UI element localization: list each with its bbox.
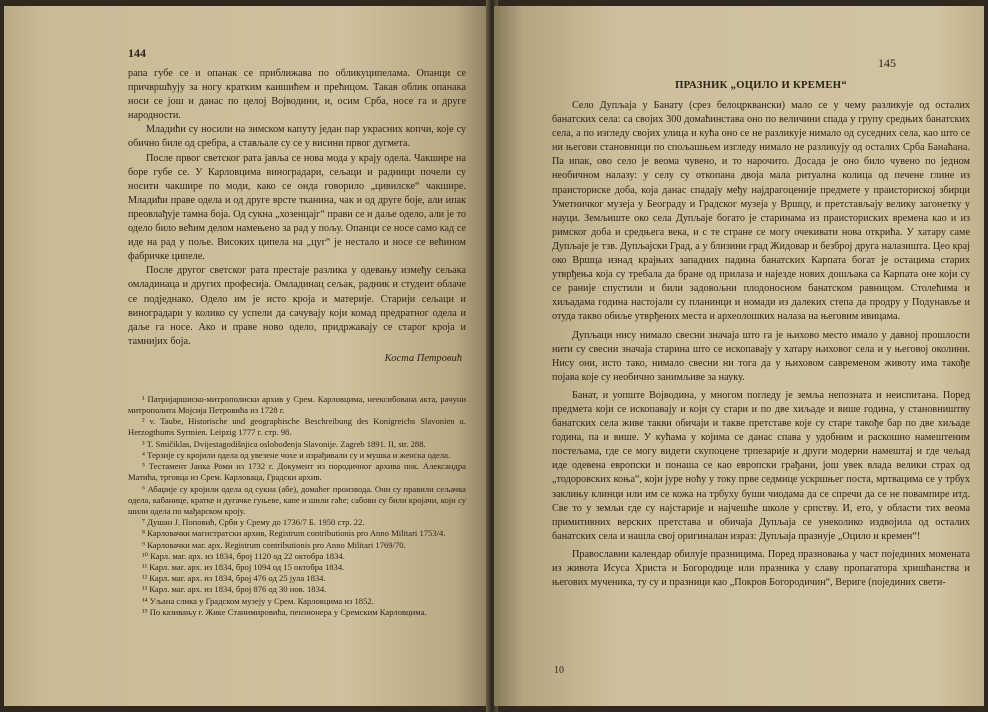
right-paragraph: Православни календар обилује празницима. Поред празновања у част појединих момената из живота Исуса Христа и Богородице или празника у славу пропагатора хришћанства и његових мученика, ту су и празници као „Покров Богородичин“, Вериге (појединих свети- [552, 548, 970, 589]
left-paragraph: рапа губе се и опанак се приближава по обликуципелама. Опанци се причвршћују за ногу кратким каишићем и прећицом. Такав облик опанака носи се још и данас по целој Војводини, и, осим Срба, носе га и друге народности. [128, 68, 466, 122]
right-page [494, 6, 984, 706]
footnote: ⁴ Терзије су кројили одела од увезене чохе и израђивали су и мушка и женска одела. [142, 449, 451, 460]
footnote: ² v. Taube, Historische und geographische Beschreibung des Konigreichs Slavonien u. Herzogthums Syrmien. Leipzig 1777 г. стр. 98. [128, 416, 466, 438]
footnote: ⁶ Абаџије су кројили одела од сукна (абе), домаћег производа. Они су правили сељачка одела, кабанице, кратке и дугачке гуњеве, капе и шили гаће; сабови су били кројачи, који су шили одела по мађарском кроју. [128, 483, 466, 516]
footnote: ¹⁴ Уљана слика у Градском музеју у Срем. Карловцима из 1852. [142, 595, 374, 606]
left-paragraph: После другог светског рата престаје разлика у одевању између сељака омладинаца и других професија. Омладинац сељак, радник и студент облаче се подједнако. Одело им је исто кроја и материје. Старији сељаци и виноградари у колико су успели да сачувају који комад предратног одела и даље га носе. Ако и праве ново одело, придржавају се старог кроја и тамнијих боја. [128, 265, 466, 347]
footnote: ¹³ Карл. маг. арх. из 1834, број 876 од 30 нов. 1834. [142, 584, 327, 595]
left-paragraph: Младићи су носили на зимском капуту један пар украсних копчи, које су обично биле од сребра, а стављале су се у висини првог дугмета. [128, 124, 466, 150]
page-number-left: 144 [128, 46, 146, 60]
footnote: ¹⁰ Карл. маг. арх. из 1834, број 1120 од 22 октобра 1834. [142, 550, 345, 561]
author-signature: Коста Петровић [384, 352, 462, 364]
footnote: ¹⁵ По казивању г. Жике Станимировића, пензионера у Сремским Карловцима. [142, 606, 427, 617]
footnote: ⁹ Карловачки маг. арх. Registrum contributionis pro Anno Militari 1769/70. [142, 539, 406, 550]
footnote: ³ T. Smičiklas, Dvijestagodišnjica oslobođenja Slavonije. Zagreb 1891. II, str. 288. [142, 438, 426, 449]
left-paragraph: После првог светског рата јавља се нова мода у крају одела. Чакшире на боре губе се. У Карловцима виноградари, сељаци и радници почели су носити чакшире по моди, како се онда говорило „цивилске“ чакшире. Младићи праве одела и од друге врсте тканина, чак и од друге боје, али ипак преовлађује тамна боја. Од сукна „хозенцајг“ прави се и даље одело, али је то одело било већим делом намењено за рад у пољу. Опанци се носе само кад се иде на рад у поље. Високих ципела на „цуг“ је нестало и носе се већином фабричке ципеле. [128, 152, 466, 263]
left-page [4, 6, 490, 706]
signature-mark: 10 [554, 665, 564, 676]
page-number-right: 145 [878, 56, 896, 70]
footnote: ⁷ Душан Ј. Поповић, Срби у Срему до 1736/7 Б. 1950 стр. 22. [142, 517, 365, 528]
right-paragraph: Село Дупљаја у Банату (срез белоцрквански) мало се у чему разликује од осталих банатских села: са својих 300 домаћинстава оно по величини спада у групу средњих банатских села, а по изгледу својих улица и кућа оно се не разликује нимало од суседних села, као што се ни његови становници по спољашњем изгледу нимало не разликују од осталих Срба Банаћана. Па ипак, ово село је веома чувено, и то нарочито. Досада је оно било чувено по једном необичном налазу: у селу су откопана двоја мала ритуална колица од печене глине из праисториске доба, која данас спадају међу најдрагоценије предмете у праисториској збирци Уметничког музеја у Београду и Градског музеја у Вршцу, и претстављају велику загонетку у науци. Земљиште око села Дупљаје богато је старинама из праисториских времена као и из римског доба и средњега века, и с те стране се могу очекивати нова открића. У хатару саме Дупљаје је тзв. Дупљајски Град, а у близини град Жидовар и безброј друга налазишта. Цео крај око Вршца изнад крајњих западних падина банатских Карпата богат је остацима старих утврђења која су требала да бране од прилаза и најезде нових дошљака са Карпата оне који су се раније спустили и били задовољни плодоносном банатском равницом. Столећима и хиљадама година настојали су планинци и номади из далеких степа да продру у Подунавље и отуда такво обиље утврђених места и археолошких налаза на његовим ивицама. [552, 100, 970, 323]
right-paragraph: Банат, и уопште Војводина, у многом погледу је земља непозната и неиспитана. Поред предмета који се ископавају и који су стари и по две хиљаде и више година, у становништву банатских села живе такви обичаји и такве претставе које су старе такође бар по две хиљаде година, па и више. У кућама у којима се данас спава у удобним и раскошно намештеним постељама, где се могу видети скупоцене трпезарије и други модерни намештај и где чељад иде одевена европски и понаша се као европски грађани, још увек влада велики страх од „тодоровских коња“, који јуре ноћу у току прве седмице ускршњег поста, мртвацима се у трбух заклињу клинци или им се кожа на трбуху буши чиодама да се спречи да се не повампире итд. Све то у земљи где су најстарије и најчешће школе у српству. И, ето, у области тих веома примитивних верских претстава и обичаја Дупљаја се унеколико издвојила од осталих банатских села и нашла свој оригиналан израз: Дупљаја празнује „Оцило и кремен“! [552, 389, 970, 542]
article-title: ПРАЗНИК „ОЦИЛО И КРЕМЕН“ [675, 80, 847, 91]
footnotes [128, 394, 466, 618]
footnote: ⁸ Карловачки магистратски архив, Registrum contributionis pro Anno Militari 1753/4. [142, 528, 446, 539]
footnote: ¹¹ Карл. маг. арх. из 1834, број 1094 од 15 октобра 1834. [142, 561, 345, 572]
footnote: ⁵ Тестамент Јанка Роми из 1732 г. Документ из породичног архива пок. Александра Матића, трговца из Срем. Карловаца, Градски архив. [128, 461, 466, 483]
right-body-text [552, 99, 970, 590]
right-paragraph: Дупљаци нису нимало свесни значаја што га је њихово место имало у давној прошлости нити су свесни значаја старина што се ископавају у хатару њиховог села и у његовој околини. Нису они, исто тако, нимало свесни ни тога да у њиховом савременом животу има такође појава које су необично занимљиве за науку. [552, 329, 970, 383]
left-body-text [128, 67, 466, 349]
footnote: ¹² Карл. маг. арх. из 1834, број 476 од 25 јула 1834. [142, 573, 326, 584]
footnote: ¹ Патријаршиско-митрополиски архив у Срем. Карловцима, неексибована акта, рачуни митрополита Мојсија Петровића из 1728 г. [128, 393, 466, 416]
